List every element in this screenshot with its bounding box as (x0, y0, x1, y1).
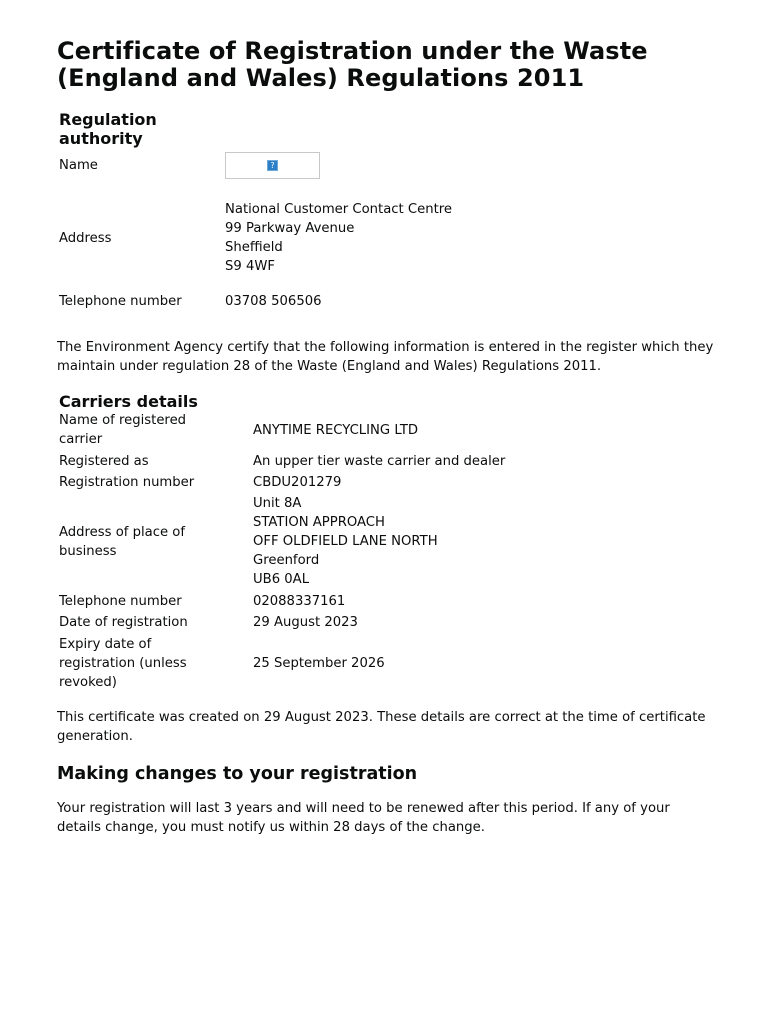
carrier-phone: 02088337161 (253, 594, 346, 609)
authority-heading: Regulation authority (59, 110, 157, 148)
broken-image-icon: ? (267, 160, 278, 171)
carrier-name: ANYTIME RECYCLING LTD (253, 422, 419, 438)
authority-phone: 03708 506506 (225, 294, 322, 309)
certify-statement: The Environment Agency certify that the following information is entered in the register which they maintain under regulation 28 of the Waste (England and Wales) Regulations 2011. (57, 340, 714, 374)
business-address-label: Address of place of business (59, 524, 185, 559)
carrier-heading: Carriers details (59, 392, 198, 411)
business-address (253, 494, 505, 589)
authority-name-cell (225, 151, 452, 180)
business-address-line: STATION APPROACH (253, 515, 385, 530)
authority-logo (225, 152, 320, 179)
business-address-line: Unit 8A (253, 496, 302, 511)
authority-phone-label: Telephone number (59, 294, 182, 309)
carrier-name-label: Name of registered carrier (59, 413, 187, 447)
authority-address-line: National Customer Contact Centre (225, 202, 452, 217)
authority-table (57, 151, 452, 311)
registered-as: An upper tier waste carrier and dealer (253, 454, 506, 469)
authority-address-line: 99 Parkway Avenue (225, 221, 355, 236)
certificate-page (57, 38, 717, 837)
authority-address-label: Address (59, 230, 112, 246)
changes-text: Your registration will last 3 years and will need to be renewed after this period. If any of your details change, you must notify us within 28 days of the change. (57, 801, 670, 835)
registration-number: CBDU201279 (253, 475, 342, 490)
carrier-phone-label: Telephone number (59, 594, 182, 609)
created-statement: This certificate was created on 29 August 2023. These details are correct at the time of certificate generation. (57, 710, 706, 744)
authority-address-line: Sheffield (225, 240, 283, 255)
registration-date-label: Date of registration (59, 615, 188, 630)
carrier-table (57, 411, 505, 692)
authority-address (225, 200, 452, 276)
registration-date: 29 August 2023 (253, 615, 358, 630)
authority-name-label: Name (59, 158, 98, 173)
authority-address-line: S9 4WF (225, 259, 275, 274)
business-address-line: Greenford (253, 553, 320, 568)
expiry-date-label: Expiry date of registration (unless revoked) (59, 637, 187, 690)
registered-as-label: Registered as (59, 454, 149, 469)
business-address-line: UB6 0AL (253, 572, 310, 587)
page-title: Certificate of Registration under the Waste (England and Wales) Regulations 2011 (57, 37, 648, 92)
registration-number-label: Registration number (59, 475, 195, 490)
changes-heading: Making changes to your registration (57, 764, 418, 784)
expiry-date: 25 September 2026 (253, 656, 385, 671)
business-address-line: OFF OLDFIELD LANE NORTH (253, 534, 438, 549)
